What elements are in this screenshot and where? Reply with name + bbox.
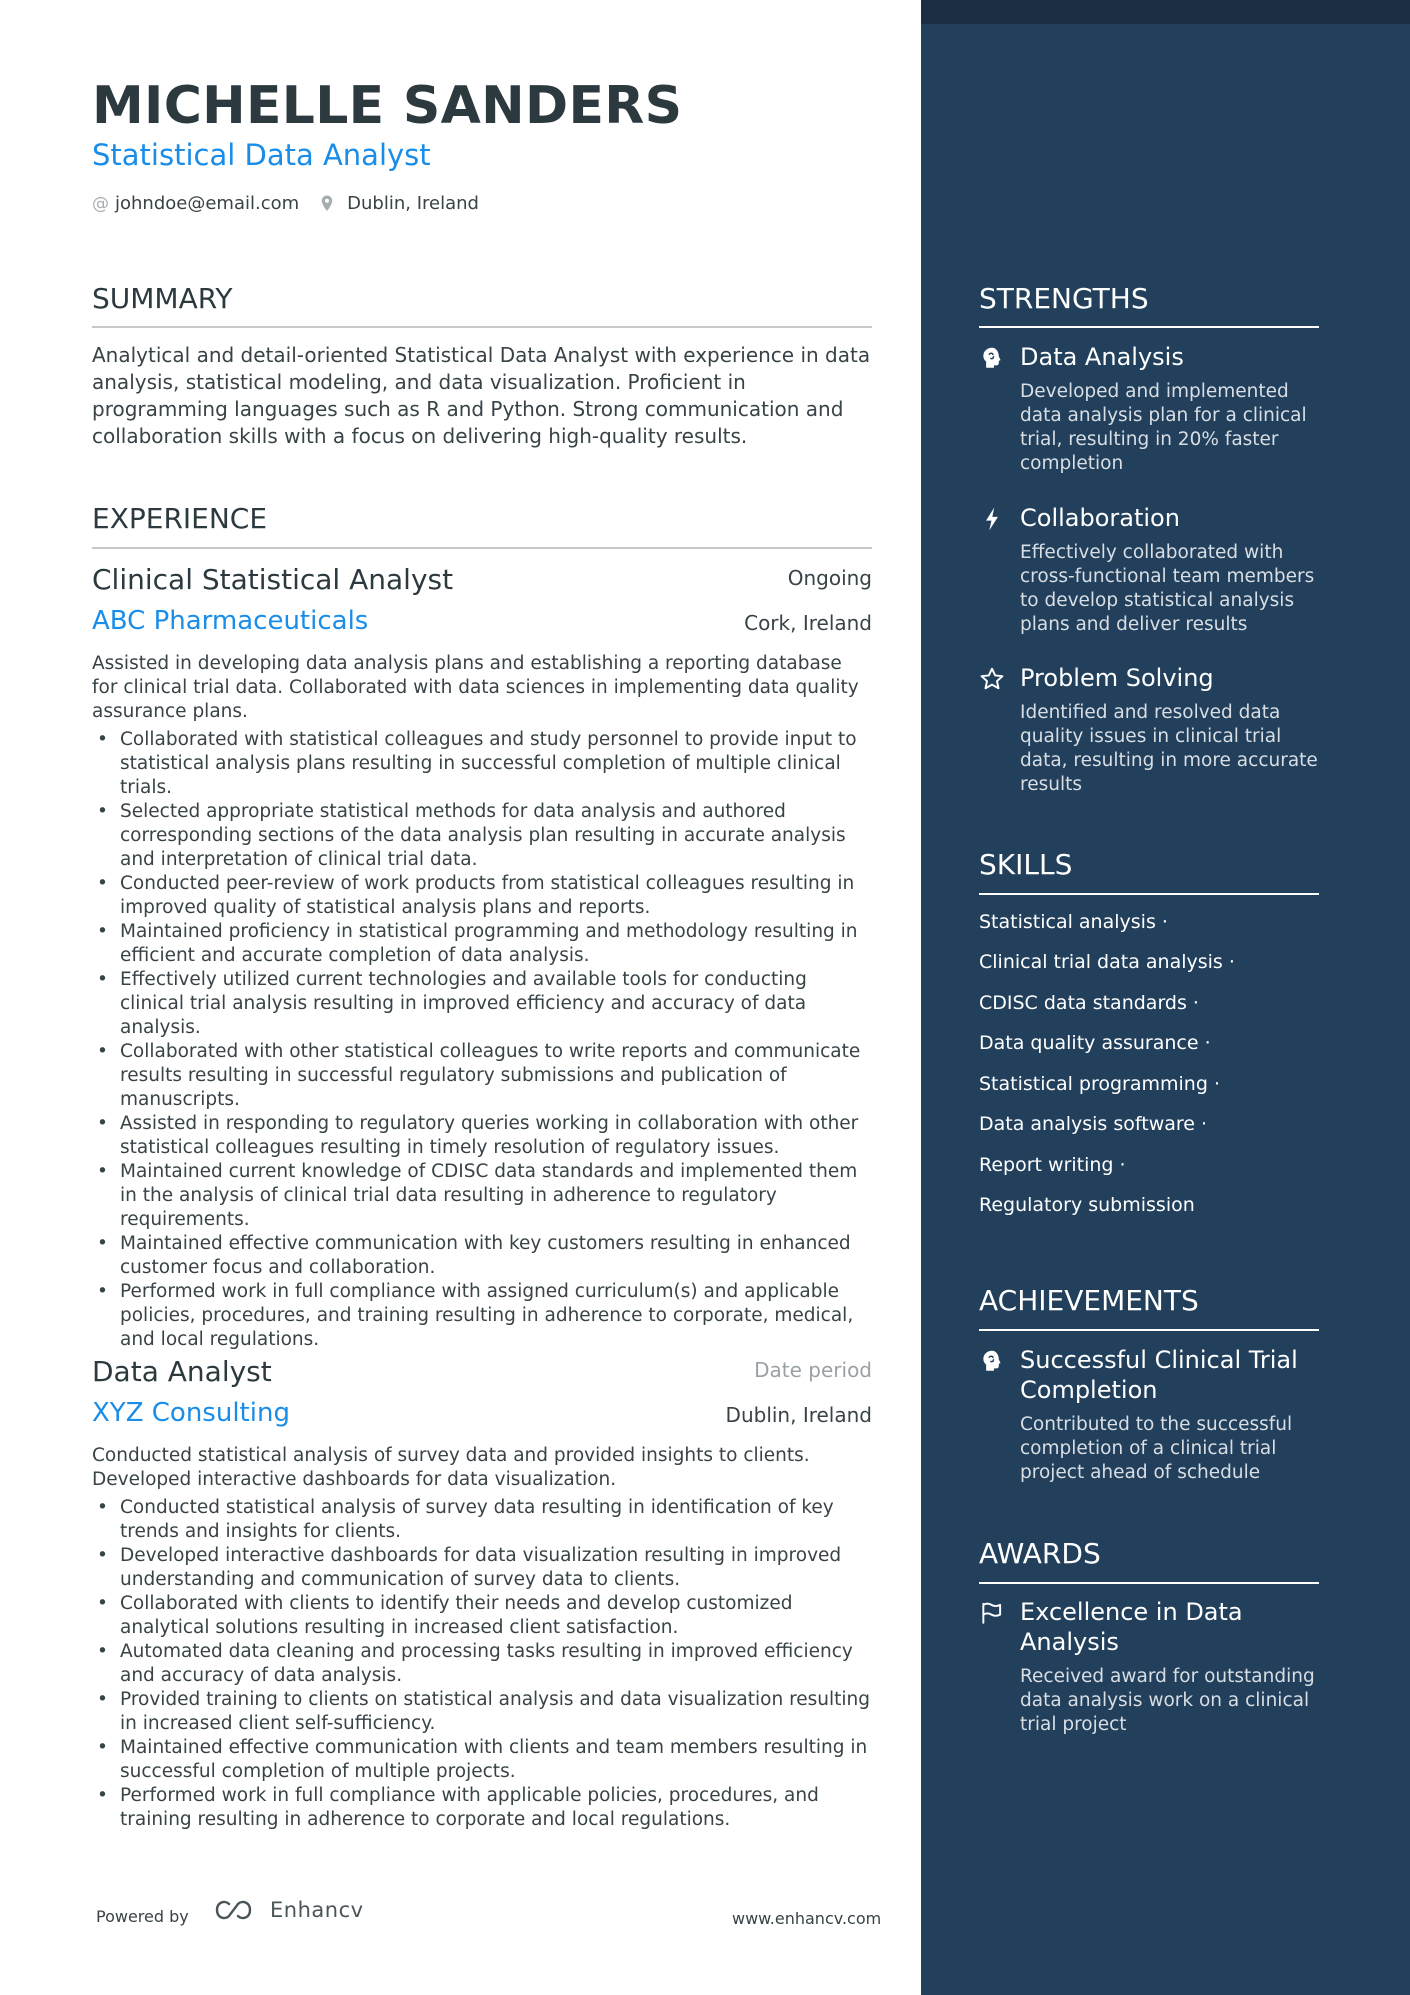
sidebar-top-band	[921, 0, 1410, 24]
awards-divider	[979, 1582, 1319, 1584]
list-item: • Collaborated with other statistical colleagues to write reports and communicate results resulting in successful regulatory submissions and publication of manuscripts.	[92, 1040, 872, 1112]
job-date: Date period	[754, 1358, 872, 1382]
skill-item: Regulatory submission	[979, 1194, 1195, 1216]
strengths-heading: STRENGTHS	[979, 282, 1149, 315]
skill-item: Statistical programming ·	[979, 1073, 1220, 1095]
list-item: • Performed work in full compliance with assigned curriculum(s) and applicable policies, procedures, and training resulting in adherence to corporate, medical, and local regulations.	[92, 1280, 872, 1352]
list-item: • Conducted peer-review of work products from statistical colleagues resulting in improved quality of statistical analysis plans and reports.	[92, 872, 872, 920]
job-date: Ongoing	[787, 566, 872, 590]
list-item: • Assisted in responding to regulatory queries working in collaboration with other statistical colleagues resulting in timely resolution of regulatory issues.	[92, 1112, 872, 1160]
list-item: • Maintained current knowledge of CDISC data standards and implemented them in the analysis of clinical trial data resulting in adherence to regulatory requirements.	[92, 1160, 872, 1232]
enhancv-logo[interactable]	[214, 1898, 364, 1922]
star-icon	[979, 666, 1005, 692]
strength-title: Problem Solving	[1020, 664, 1214, 692]
contact-row	[92, 193, 479, 214]
list-item: • Effectively utilized current technologies and available tools for conducting clinical trial analysis resulting in improved efficiency and accuracy of data analysis.	[92, 968, 872, 1040]
location-text: Dublin, Ireland	[347, 193, 479, 214]
awards-heading: AWARDS	[979, 1537, 1101, 1570]
strengths-divider	[979, 326, 1319, 328]
list-item: • Conducted statistical analysis of survey data resulting in identification of key trends and insights for clients.	[92, 1496, 872, 1544]
skill-item: Data analysis software ·	[979, 1113, 1208, 1135]
summary-text: Analytical and detail-oriented Statistical Data Analyst with experience in data analysis, statistical modeling, and data visualization. Proficient in programming languages such as R and Python. Strong communication and collaboration skills with a focus on delivering high-quality results.	[92, 343, 871, 448]
list-item: • Automated data cleaning and processing tasks resulting in improved efficiency and accuracy of data analysis.	[92, 1640, 872, 1688]
sidebar	[921, 0, 1410, 1995]
award-description: Received award for outstanding data analysis work on a clinical trial project	[1020, 1666, 1315, 1735]
job-title: Clinical Statistical Analyst	[92, 563, 454, 596]
skill-item: Clinical trial data analysis ·	[979, 951, 1235, 973]
achievement-description: Contributed to the successful completion of a clinical trial project ahead of schedule	[1020, 1414, 1293, 1483]
job-bullets	[92, 1496, 872, 1832]
lightning-icon	[979, 506, 1005, 532]
achievement-title: Successful Clinical Trial Completion	[1020, 1346, 1298, 1404]
strength-title: Collaboration	[1020, 504, 1180, 532]
list-item: • Developed interactive dashboards for data visualization resulting in improved understanding and communication of survey data to clients.	[92, 1544, 872, 1592]
skill-item: Statistical analysis ·	[979, 911, 1168, 933]
candidate-title: Statistical Data Analyst	[92, 138, 431, 172]
brain-icon	[979, 345, 1005, 371]
list-item: • Maintained effective communication with key customers resulting in enhanced customer focus and collaboration.	[92, 1232, 872, 1280]
brain-icon	[979, 1348, 1005, 1374]
email-link[interactable]: johndoe@email.com	[115, 193, 300, 214]
flag-icon	[979, 1600, 1005, 1626]
candidate-name: MICHELLE SANDERS	[92, 76, 683, 136]
enhancv-logo-icon	[214, 1898, 262, 1922]
achievements-heading: ACHIEVEMENTS	[979, 1284, 1199, 1317]
skills-divider	[979, 893, 1319, 895]
enhancv-logo-text: Enhancv	[270, 1898, 364, 1922]
at-icon: @	[92, 193, 109, 214]
strength-title: Data Analysis	[1020, 343, 1184, 371]
job-location: Dublin, Ireland	[725, 1403, 872, 1427]
job-description: Conducted statistical analysis of survey data and provided insights to clients. Developed interactive dashboards for data visualization.	[92, 1445, 810, 1490]
summary-heading: SUMMARY	[92, 282, 233, 315]
strength-description: Effectively collaborated with cross-functional team members to develop statistical analysis plans and deliver results	[1020, 542, 1315, 635]
experience-divider	[92, 547, 872, 549]
footer-powered-by: Powered by	[96, 1907, 189, 1926]
summary-divider	[92, 326, 872, 328]
location-pin-icon	[321, 195, 333, 212]
job-title: Data Analyst	[92, 1355, 272, 1388]
skill-item: Report writing ·	[979, 1154, 1126, 1176]
job-company: ABC Pharmaceuticals	[92, 606, 369, 636]
skill-item: Data quality assurance ·	[979, 1032, 1211, 1054]
job-bullets	[92, 728, 872, 1352]
list-item: • Provided training to clients on statistical analysis and data visualization resulting in increased client self-sufficiency.	[92, 1688, 872, 1736]
footer-url-link[interactable]: www.enhancv.com	[732, 1909, 882, 1928]
list-item: • Performed work in full compliance with applicable policies, procedures, and training resulting in adherence to corporate and local regulations.	[92, 1784, 872, 1832]
achievements-divider	[979, 1329, 1319, 1331]
strength-description: Developed and implemented data analysis plan for a clinical trial, resulting in 20% faster completion	[1020, 381, 1307, 474]
list-item: • Maintained proficiency in statistical programming and methodology resulting in efficient and accurate completion of data analysis.	[92, 920, 872, 968]
job-company: XYZ Consulting	[92, 1398, 290, 1428]
experience-heading: EXPERIENCE	[92, 502, 268, 535]
job-description: Assisted in developing data analysis plans and establishing a reporting database for clinical trial data. Collaborated with data sciences in implementing data quality assurance plans.	[92, 653, 859, 722]
skill-item: CDISC data standards ·	[979, 992, 1199, 1014]
list-item: • Collaborated with statistical colleagues and study personnel to provide input to statistical analysis plans resulting in successful completion of multiple clinical trials.	[92, 728, 872, 800]
skills-heading: SKILLS	[979, 848, 1073, 881]
award-title: Excellence in Data Analysis	[1020, 1598, 1243, 1656]
list-item: • Maintained effective communication with clients and team members resulting in successful completion of multiple projects.	[92, 1736, 872, 1784]
list-item: • Collaborated with clients to identify their needs and develop customized analytical solutions resulting in increased client satisfaction.	[92, 1592, 872, 1640]
job-location: Cork, Ireland	[744, 611, 872, 635]
list-item: • Selected appropriate statistical methods for data analysis and authored corresponding sections of the data analysis plan resulting in accurate analysis and interpretation of clinical trial data.	[92, 800, 872, 872]
strength-description: Identified and resolved data quality issues in clinical trial data, resulting in more accurate results	[1020, 702, 1318, 795]
